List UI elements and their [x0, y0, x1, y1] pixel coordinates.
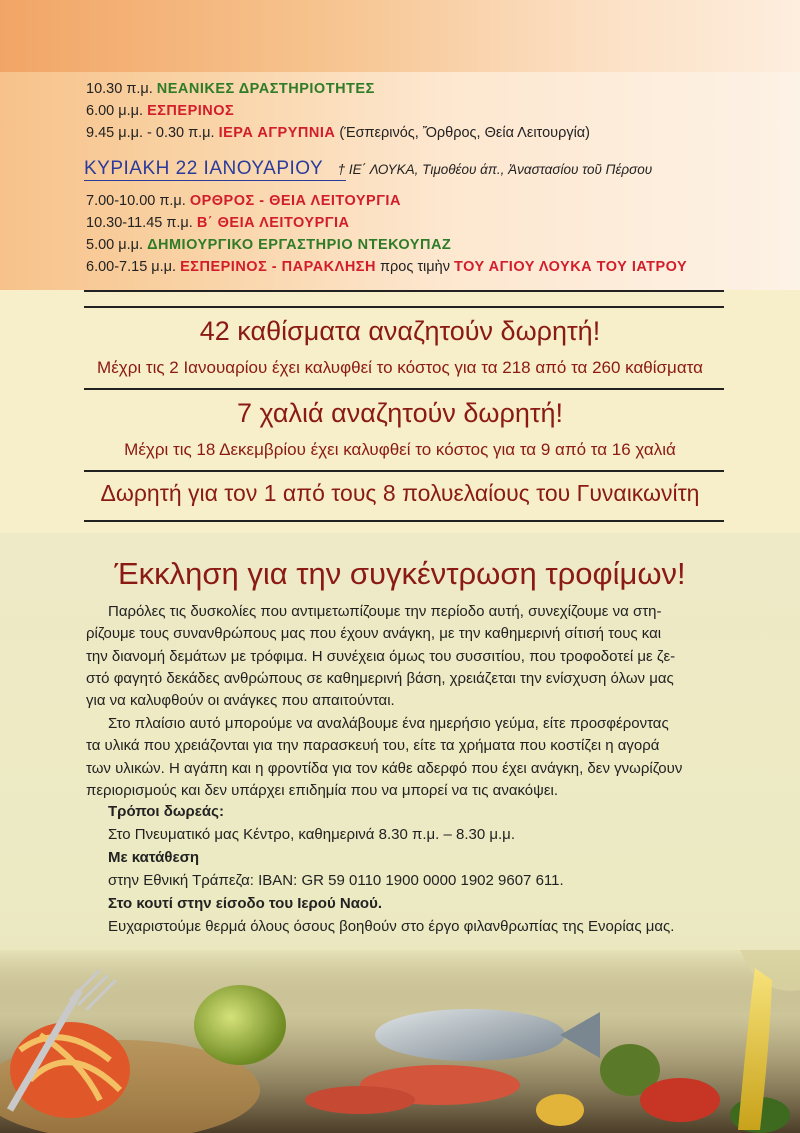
chandelier-appeal: Δωρητή για τον 1 από τους 8 πολυελαίους του Γυναικωνίτη: [100, 480, 700, 506]
apple: [194, 985, 286, 1065]
thanks-text: Ευχαριστούμε θερμά όλους όσους βοηθούν στο έργο φιλανθρωπίας της Ενορίας μας.: [108, 918, 675, 935]
seats-appeal-title: 42 καθίσματα αναζητούν δωρητή!: [199, 316, 601, 346]
event-title: ΙΕΡΑ ΑΓΡΥΠΝΙΑ: [218, 125, 336, 141]
seats-appeal-note: Μέχρι τις 2 Ιανουαρίου έχει καλυφθεί το κόστος για τα 218 από τα 260 καθίσματα: [97, 358, 703, 377]
paragraph-line: ρίζουμε τους συνανθρώπους μας που έχουν ανάγκη, με την καθημερινή σίτισή τους και: [86, 625, 662, 643]
event-row: [86, 190, 401, 212]
paragraph-line: Παρόλες τις δυσκολίες που αντιμετωπίζουμε την περίοδο αυτή, συνεχίζουμε να στη-: [108, 603, 662, 620]
event-time: 7.00-10.00 π.μ.: [86, 193, 186, 209]
event-time: 10.30 π.μ.: [86, 81, 153, 97]
donation-methods-heading: Τρόποι δωρεάς:: [108, 803, 224, 820]
bank-iban: στην Εθνική Τράπεζα: IBAN: GR 59 0110 1900 0000 1902 9607 611.: [108, 872, 564, 889]
appeal-paragraph-1: [86, 601, 724, 712]
event-title: ΕΣΠΕΡΙΝΟΣ - ΠΑΡΑΚΛΗΣΗ: [180, 259, 376, 275]
event-title: ΔΗΜΙΟΥΡΓΙΚΟ ΕΡΓΑΣΤΗΡΙΟ ΝΤΕΚΟΥΠΑΖ: [147, 237, 452, 253]
event-time: 6.00 μ.μ.: [86, 103, 144, 119]
event-row: [86, 234, 451, 256]
top-color-strip: [0, 0, 800, 72]
day-title: ΚΥΡΙΑΚΗ 22 ΙΑΝΟΥΑΡΙΟΥ: [84, 158, 324, 179]
event-title: Β΄ ΘΕΙΑ ΛΕΙΤΟΥΡΓΙΑ: [196, 215, 350, 231]
event-note: προς τιμὴν: [380, 259, 450, 275]
paragraph-line: για να καλυφθούν οι ανάγκες που απαιτούνται.: [86, 692, 395, 710]
event-time: 6.00-7.15 μ.μ.: [86, 259, 177, 275]
event-title: ΕΣΠΕΡΙΝΟΣ: [147, 103, 235, 119]
rugs-appeal-note: Μέχρι τις 18 Δεκεμβρίου έχει καλυφθεί το κόστος για τα 9 από τα 16 χαλιά: [124, 440, 676, 459]
event-time: 5.00 μ.μ.: [86, 237, 144, 253]
donation-method-center: Στο Πνευματικό μας Κέντρο, καθημερινά 8.30 π.μ. – 8.30 μ.μ.: [108, 826, 515, 843]
appeal-paragraph-2: [86, 713, 724, 802]
event-row: [86, 212, 349, 234]
pasta: [10, 1022, 130, 1118]
paragraph-line: Στο πλαίσιο αυτό μπορούμε να αναλάβουμε ένα ημερήσιο γεύμα, είτε προσφέροντας: [108, 715, 669, 732]
divider: [84, 388, 724, 390]
appeal-title: Έκκληση για την συγκέντρωση τροφίμων!: [114, 556, 686, 591]
event-time: 10.30-11.45 π.μ.: [86, 215, 193, 231]
divider: [84, 290, 724, 292]
event-title: ΝΕΑΝΙΚΕΣ ΔΡΑΣΤΗΡΙΟΤΗΤΕΣ: [156, 81, 375, 97]
event-row: [86, 122, 590, 144]
event-row: [86, 78, 375, 100]
event-title-extra: ΤΟΥ ΑΓΙΟΥ ΛΟΥΚΑ ΤΟΥ ΙΑΤΡΟΥ: [453, 259, 688, 275]
paragraph-line: στό φαγητό δεκάδες ανθρώπους σε καθημερινή βάση, χρειάζεται την ενίσχυση όλων μας: [86, 669, 674, 687]
paragraph-line: την διανομή δεμάτων με τρόφιμα. Η συνέχεια όμως του συσσιτίου, που τροφοδοτεί με ζε-: [86, 647, 676, 665]
rugs-appeal-title: 7 χαλιά αναζητούν δωρητή!: [236, 398, 564, 428]
church-box-heading: Στο κουτί στην είσοδο του Ιερού Ναού.: [108, 895, 382, 912]
event-row: [86, 256, 687, 278]
paragraph-line: περιορισμούς και δεν υπάρχει επιδημία που να μπορεί να τις ανακόψει.: [86, 781, 559, 799]
event-row: [86, 100, 234, 122]
event-time: 9.45 μ.μ. - 0.30 π.μ.: [86, 125, 215, 141]
divider: [84, 306, 724, 308]
paragraph-line: των υλικών. Η αγάπη και η φροντίδα για τον κάθε αδερφό που έχει ανάγκη, δεν γνωρίζουν: [86, 759, 683, 777]
divider: [84, 470, 724, 472]
deposit-heading: Με κατάθεση: [108, 849, 200, 866]
event-note: (Έσπερινός, Ὄρθρος, Θεία Λειτουργία): [339, 125, 590, 141]
food-photo: [0, 950, 800, 1133]
day-subtitle: † ΙΕ΄ ΛΟΥΚΑ, Τιμοθέου άπ., Ἀναστασίου τοῦ Πέρσου: [337, 162, 653, 177]
event-title: ΟΡΘΡΟΣ - ΘΕΙΑ ΛΕΙΤΟΥΡΓΙΑ: [189, 193, 401, 209]
paragraph-line: τα υλικά που χρειάζονται για την παρασκευή του, είτε τα χρήματα που κοστίζει η αγορά: [86, 737, 660, 755]
day-heading: [84, 158, 652, 180]
divider: [84, 520, 724, 522]
day-title-underline: [84, 180, 346, 181]
